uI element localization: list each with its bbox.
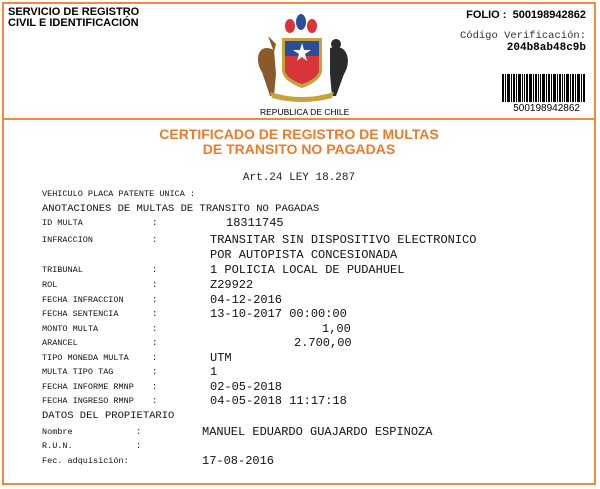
fecha-sentencia-label: FECHA SENTENCIA	[42, 309, 119, 319]
tipo-moneda-value: UTM	[210, 351, 232, 365]
republic-label: REPUBLICA DE CHILE	[260, 107, 350, 117]
folio-label: FOLIO :	[466, 9, 507, 21]
multa-tipo-tag-label: MULTA TIPO TAG	[42, 367, 114, 377]
id-multa-label: ID MULTA	[42, 218, 83, 228]
colon: :	[152, 382, 158, 392]
issuer-line-2: CIVIL E IDENTIFICACIÓN	[8, 17, 139, 29]
colon: :	[152, 218, 158, 228]
owner-header: DATOS DEL PROPIETARIO	[42, 410, 175, 422]
barcode-icon	[502, 74, 586, 102]
colon: :	[152, 324, 158, 334]
colon: :	[152, 295, 158, 305]
issuer-line-1: SERVICIO DE REGISTRO	[8, 6, 140, 18]
colon: :	[136, 441, 142, 451]
fecha-informe-value: 02-05-2018	[210, 380, 283, 394]
rol-label: ROL	[42, 280, 58, 290]
fecha-infraccion-label: FECHA INFRACCION	[42, 295, 124, 305]
owner-acquisition-date-value: 17-08-2016	[202, 454, 275, 468]
infraccion-label: INFRACCION	[42, 235, 94, 245]
fecha-sentencia-value: 13-10-2017 00:00:00	[210, 307, 347, 321]
colon: :	[152, 338, 158, 348]
coat-of-arms-icon	[244, 12, 360, 104]
issuer-name	[8, 7, 139, 29]
barcode-number: 500198942862	[513, 103, 580, 114]
folio	[466, 9, 586, 21]
header-divider	[4, 118, 594, 120]
monto-multa-value: 1,00	[322, 322, 351, 336]
fecha-infraccion-value: 04-12-2016	[210, 293, 283, 307]
folio-value: 500198942862	[512, 9, 586, 21]
fecha-informe-label: FECHA INFORME RMNP	[42, 382, 134, 392]
annotations-header: ANOTACIONES DE MULTAS DE TRANSITO NO PAGADAS	[42, 203, 320, 215]
colon: :	[136, 427, 142, 437]
colon: :	[152, 353, 158, 363]
certificate-title-line-1: CERTIFICADO DE REGISTRO DE MULTAS	[159, 126, 439, 142]
tribunal-label: TRIBUNAL	[42, 265, 83, 275]
verification-code: 204b8ab48c9b	[506, 42, 586, 54]
infraccion-value-2: POR AUTOPISTA CONCESIONADA	[210, 248, 398, 262]
colon: :	[152, 280, 158, 290]
certificate-title-line-2: DE TRANSITO NO PAGADAS	[202, 141, 396, 157]
colon: :	[152, 396, 158, 406]
owner-run-label: R.U.N.	[42, 441, 73, 451]
infraccion-value-1: TRANSITAR SIN DISPOSITIVO ELECTRONICO	[210, 233, 477, 247]
fecha-ingreso-value: 04-05-2018 11:17:18	[210, 394, 347, 408]
tipo-moneda-label: TIPO MONEDA MULTA	[42, 353, 129, 363]
arancel-value: 2.700,00	[294, 336, 352, 350]
id-multa-value: 18311745	[226, 216, 284, 230]
owner-name-label: Nombre	[42, 427, 73, 437]
tribunal-value: 1 POLICIA LOCAL DE PUDAHUEL	[210, 263, 405, 277]
colon: :	[152, 309, 158, 319]
certificate-frame	[2, 2, 596, 485]
multa-tipo-tag-value: 1	[210, 365, 218, 379]
article-reference: Art.24 LEY 18.287	[242, 172, 356, 184]
monto-multa-label: MONTO MULTA	[42, 324, 99, 334]
rol-value: Z29922	[210, 278, 254, 292]
vehicle-plate-label: VEHICULO PLACA PATENTE UNICA :	[42, 189, 196, 199]
fecha-ingreso-label: FECHA INGRESO RMNP	[42, 396, 134, 406]
colon: :	[152, 367, 158, 377]
owner-name-value: MANUEL EDUARDO GUAJARDO ESPINOZA	[202, 425, 433, 439]
owner-acquisition-date-label: Fec. adquisición:	[42, 456, 129, 466]
arancel-label: ARANCEL	[42, 338, 78, 348]
colon: :	[152, 235, 158, 245]
verification-label: Código Verificación:	[459, 30, 586, 42]
colon: :	[152, 265, 158, 275]
